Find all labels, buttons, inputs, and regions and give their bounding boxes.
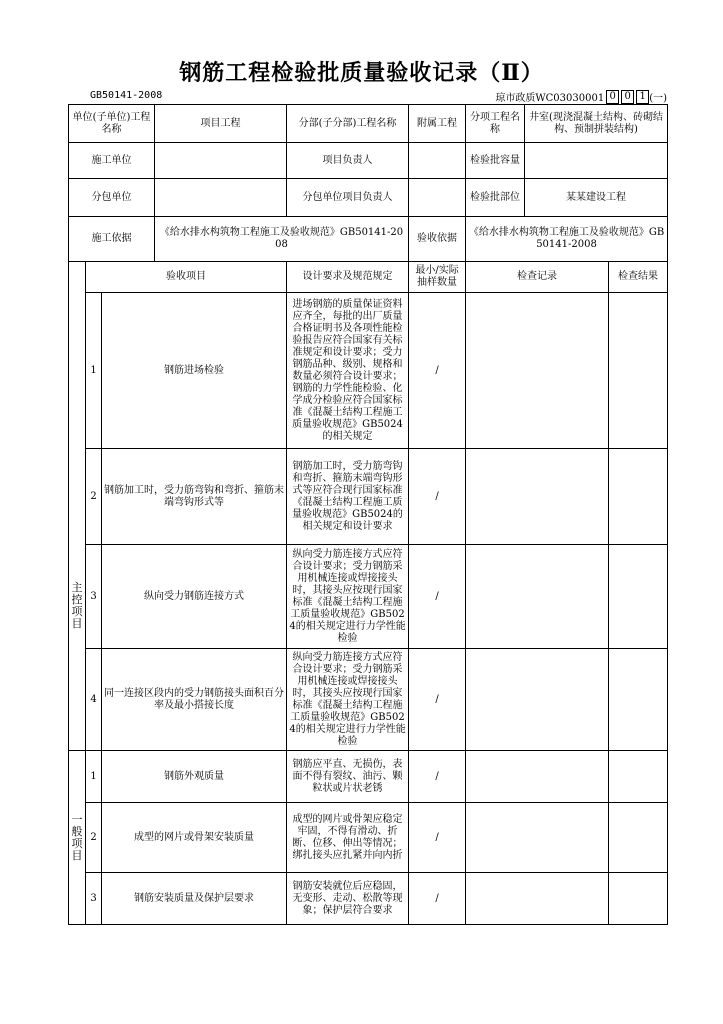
column-header-row: [69, 262, 668, 293]
col-sample: 最小/实际抽样数量: [409, 262, 466, 293]
division-value: 附属工程: [409, 105, 466, 143]
item-result[interactable]: [609, 873, 668, 925]
general-group-label: [69, 751, 86, 925]
col-record: 检查记录: [466, 262, 609, 293]
col-result: 检查结果: [609, 262, 668, 293]
item-sample: /: [409, 545, 466, 649]
header-row-unit: [69, 105, 668, 143]
item-requirement: 钢筋加工时，受力筋弯钩和弯折、箍筋末端弯钩形式等应符合现行国家标准《混凝土结构工程施工质量验收规范》GB5024的相关规定和设计要求: [287, 449, 409, 545]
table-row: [69, 545, 668, 649]
item-sample: /: [409, 751, 466, 803]
item-sample: /: [409, 649, 466, 751]
header-row-contractor: [69, 143, 668, 179]
item-name: 纵向受力钢筋连接方式: [102, 545, 287, 649]
batch-capacity-label: 检验批容量: [466, 143, 525, 179]
contractor-value: [155, 143, 287, 179]
division-label: 分部(子分部)工程名称: [287, 105, 409, 143]
item-name: 成型的网片或骨架安装质量: [102, 803, 287, 873]
item-no: 1: [86, 293, 102, 449]
form-code-suffix: (一): [649, 93, 667, 104]
table-row: [69, 873, 668, 925]
basis-label: 施工依据: [69, 217, 155, 262]
item-record[interactable]: [466, 751, 609, 803]
item-name: 钢筋加工时，受力筋弯钩和弯折、箍筋末端弯钩形式等: [102, 449, 287, 545]
col-requirement: 设计要求及规范规定: [287, 262, 409, 293]
inspection-form-table: [68, 104, 668, 925]
item-requirement: 钢筋安装就位后应稳固，无变形、走动、松散等现象；保护层符合要求: [287, 873, 409, 925]
batch-capacity-value: [525, 143, 668, 179]
acceptance-basis-value: 《给水排水构筑物工程施工及验收规范》GB50141-2008: [466, 217, 668, 262]
sub-unit-label: 分包单位: [69, 179, 155, 217]
item-requirement: 纵向受力筋连接方式应符合设计要求；受力钢筋采用机械连接或焊接接头时，其接头应按现行国家标准《混凝土结构工程施工质量验收规范》GB5024的相关规定进行力学性能检验: [287, 545, 409, 649]
item-name: 钢筋外观质量: [102, 751, 287, 803]
table-row: [69, 293, 668, 449]
main-group-label: [69, 262, 86, 751]
main-group-text: 主控项目: [71, 581, 83, 630]
manager-label: 项目负责人: [287, 143, 409, 179]
item-record[interactable]: [466, 545, 609, 649]
item-record[interactable]: [466, 873, 609, 925]
item-sample: /: [409, 449, 466, 545]
item-result[interactable]: [609, 293, 668, 449]
form-code: [495, 89, 667, 104]
sub-unit-value: [155, 179, 287, 217]
col-item: 验收项目: [86, 262, 287, 293]
item-result[interactable]: [609, 649, 668, 751]
acceptance-basis-label: 验收依据: [409, 217, 466, 262]
form-code-box: 0: [621, 90, 634, 104]
subitem-label: 分项工程名称: [466, 105, 525, 143]
item-no: 3: [86, 545, 102, 649]
general-group-text: 一般项目: [71, 812, 83, 862]
item-result[interactable]: [609, 751, 668, 803]
item-requirement: 进场钢筋的质量保证资料应齐全，每批的出厂质量合格证明书及各项性能检验报告应符合国家有关标准规定和设计要求；受力钢筋品种、级别、规格和数量必须符合设计要求；钢筋的力学性能检验、化学成分检验应符合国家标准《混凝土结构工程施工质量验收规范》GB5024的相关规定: [287, 293, 409, 449]
header-row-basis: [69, 217, 668, 262]
item-name: 钢筋安装质量及保护层要求: [102, 873, 287, 925]
item-sample: /: [409, 803, 466, 873]
form-code-box: 0: [606, 90, 619, 104]
item-result[interactable]: [609, 545, 668, 649]
table-row: [69, 449, 668, 545]
item-no: 2: [86, 449, 102, 545]
item-record[interactable]: [466, 803, 609, 873]
item-sample: /: [409, 293, 466, 449]
form-code-box: 1: [636, 90, 649, 104]
item-record[interactable]: [466, 649, 609, 751]
item-name: 同一连接区段内的受力钢筋接头面积百分率及最小搭接长度: [102, 649, 287, 751]
standard-code: GB50141-2008: [90, 90, 163, 101]
form-title: 钢筋工程检验批质量验收记录（Ⅱ）: [179, 60, 544, 86]
item-result[interactable]: [609, 803, 668, 873]
item-result[interactable]: [609, 449, 668, 545]
item-record[interactable]: [466, 293, 609, 449]
item-no: 1: [86, 751, 102, 803]
basis-value: 《给水排水构筑物工程施工及验收规范》GB50141-2008: [155, 217, 409, 262]
unit-value: 项目工程: [155, 105, 287, 143]
batch-location-value: 某某建设工程: [525, 179, 668, 217]
item-requirement: 钢筋应平直、无损伤，表面不得有裂纹、油污、颗粒状或片状老锈: [287, 751, 409, 803]
item-sample: /: [409, 873, 466, 925]
item-name: 钢筋进场检验: [102, 293, 287, 449]
item-record[interactable]: [466, 449, 609, 545]
subitem-value: 井室(现浇混凝土结构、砖砌结构、预制拼装结构): [525, 105, 668, 143]
form-code-prefix: 琼市政质WC03030001: [495, 93, 605, 104]
item-no: 2: [86, 803, 102, 873]
batch-location-label: 检验批部位: [466, 179, 525, 217]
item-no: 3: [86, 873, 102, 925]
item-requirement: 纵向受力筋连接方式应符合设计要求；受力钢筋采用机械连接或焊接接头时，其接头应按现行国家标准《混凝土结构工程施工质量验收规范》GB5024的相关规定进行力学性能检验: [287, 649, 409, 751]
table-row: [69, 751, 668, 803]
table-row: [69, 649, 668, 751]
contractor-label: 施工单位: [69, 143, 155, 179]
table-row: [69, 803, 668, 873]
item-requirement: 成型的网片或骨架应稳定牢固，不得有滑动、折断、位移、伸出等情况；绑扎接头应扎紧并向内折: [287, 803, 409, 873]
unit-label: 单位(子单位)工程名称: [69, 105, 155, 143]
sub-manager-label: 分包单位项目负责人: [287, 179, 409, 217]
header-row-subunit: [69, 179, 668, 217]
manager-value: [409, 143, 466, 179]
sub-manager-value: [409, 179, 466, 217]
item-no: 4: [86, 649, 102, 751]
